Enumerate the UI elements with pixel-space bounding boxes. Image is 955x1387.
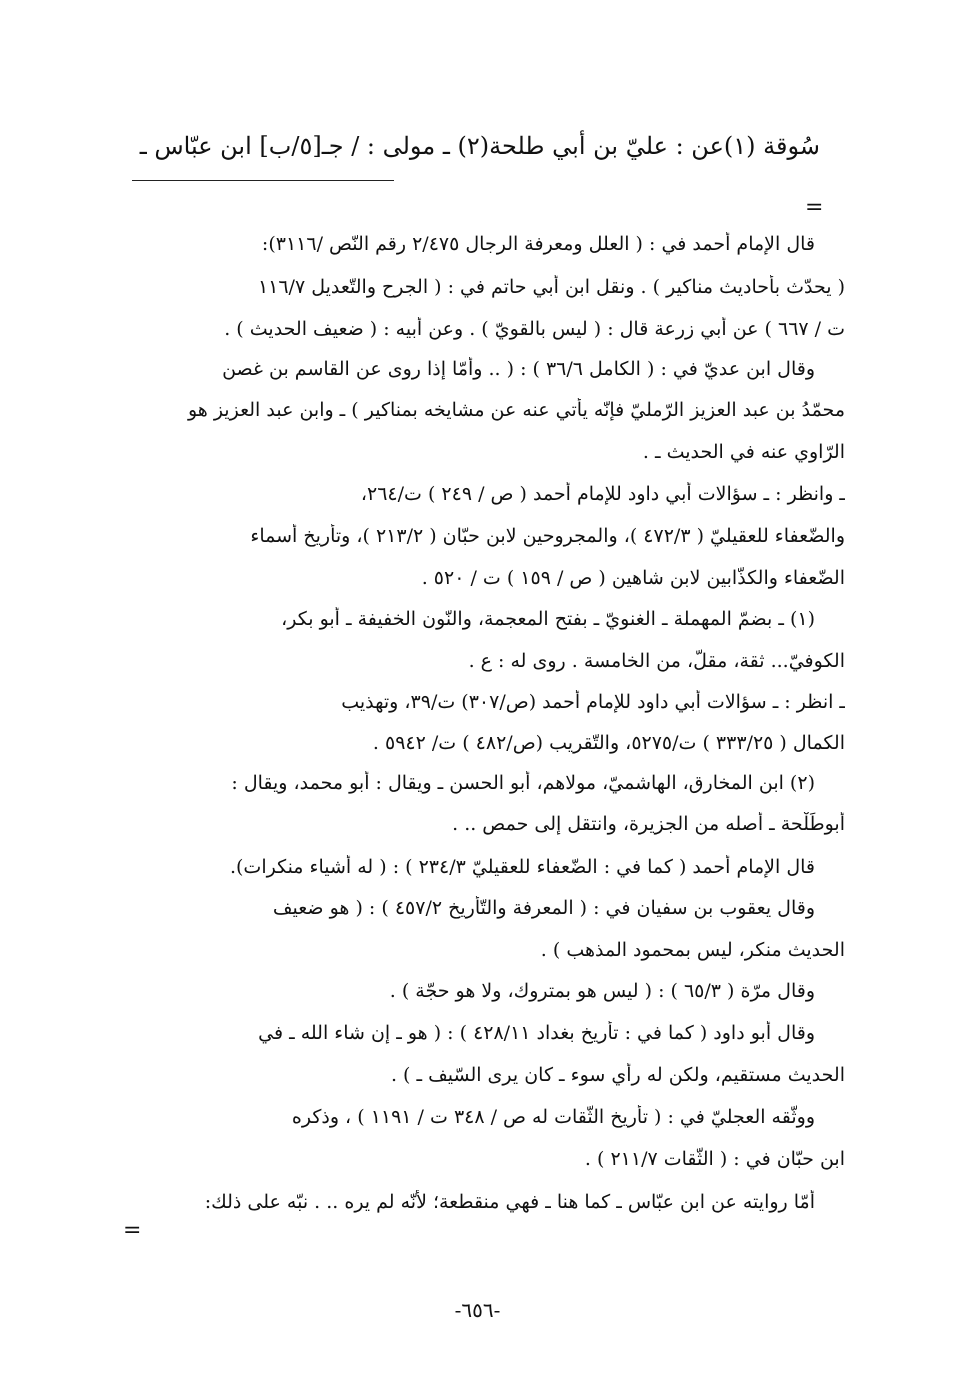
footnote-line: أمّا روايته عن ابن عبّاس ـ كما هنا ـ فهي منقطعة؛ لأنّه لم يره .. . نبّه على ذلك: [204,1191,815,1213]
footnote-line: وقال أبو داود ( كما في : تأريخ بغداد ٤٢٨/١١ ) : ( هو ـ إن شاء الله ـ في [258,1022,815,1044]
footnote-separator [132,180,394,181]
page-number: -٦٥٦- [454,1298,501,1322]
footnote-line: ـ وانظر : ـ سؤالات أبي داود للإمام أحمد ( ص / ٢٤٩ ) ت/٢٦٤، [360,483,845,505]
footnote-line: ووثّقه العجليّ في : ( تأريخ الثّقات له ص / ٣٤٨ ت / ١١٩١ ) ، وذكره [291,1106,815,1128]
footnote-line: الضّعفاء والكذّابين لابن شاهين ( ص / ١٥٩ ) ت / ٥٢٠ . [421,567,845,589]
footnote-line: وقال يعقوب بن سفيان في : ( المعرفة والتّأريخ ٤٥٧/٢ ) : ( هو ضعيف [272,897,815,919]
footnote-line: ( يحدّث بأحاديث مناكير ) . ونقل ابن أبي حاتم في : ( الجرح والتّعديل ١١٦/٧ [257,276,845,298]
footnote-line: ابن حبّان في : ( الثّقات ٢١١/٧ ) . [584,1148,845,1170]
footnote-line: أبوطَلْحة ـ أصله من الجزيرة، وانتقل إلى حمص .. . [452,813,845,835]
footnote-line: الحديث مستقيم، ولكن له رأي سوء ـ كان يرى السّيف ـ ) . [390,1064,845,1086]
footnote-line: وقال مرّة ( ٦٥/٣ ) : ( ليس هو بمتروك، ولا هو حجّة ) . [389,980,815,1002]
footnote-line: الرّاوي عنه في الحديث ـ . [642,441,845,463]
footnote-line: (١) ـ بضمّ المهملة ـ الغنويّ ـ بفتح المعجمة، والنّون الخفيفة ـ أبو بكر، [281,608,815,630]
footnote-line: قال الإمام أحمد في : ( العلل ومعرفة الرجال ٢/٤٧٥ رقم النّص /٣١١٦): [261,233,815,255]
footnote-line: وقال ابن عديّ في : ( الكامل ٣٦/٦ ) : ( .. وأمّا إذا روى عن القاسم بن غصن [222,358,815,380]
footnote-line: ـ انظر : ـ سؤالات أبي داود للإمام أحمد (ص/٣٠٧) ت/٣٩، وتهذيب [341,691,845,713]
continuation-mark: = [123,1218,142,1243]
footnote-line: (٢) ابن المخارق، الهاشميّ، مولاهم، أبو الحسن ـ ويقال : أبو محمد، ويقال : [231,772,815,794]
continuation-mark: = [805,195,824,220]
footnote-line: الحديث منكر، ليس بمحمود المذهب ) . [540,939,845,961]
footnote-line: ت / ٦٦٧ ) عن أبي زرعة قال : ( ليس بالقويّ ) . وعن أبيه : ( ضعيف الحديث ) . [224,318,845,340]
footnote-line: محمّدُ بن عبد العزيز الرّمليّ فإنّه يأتي عنه عن مشايخه بمناكير ) ـ وابن عبد العزيز هو [187,399,845,421]
footnote-line: قال الإمام أحمد ( كما في : الضّعفاء للعقيليّ ٢٣٤/٣ ) : ( له أشياء منكرات). [229,856,815,878]
main-text-line: سُوقة (١)عن : عليّ بن أبي طلحة(٢) ـ مولى : / جـ[٥/ب] ابن عبّاس ـ [139,132,820,160]
footnote-line: الكمال ( ٣٣٣/٢٥ ) ت/٥٢٧٥، والتّقريب (ص/٤٨٢ ) ت/ ٥٩٤٢ . [372,732,845,754]
footnote-line: والضّعفاء للعقيليّ ( ٤٧٢/٣ )، والمجروحين لابن حبّان ( ٢١٣/٢ )، وتأريخ أسماء [250,525,845,547]
footnote-line: الكوفيّ... ثقة، مقلّ، من الخامسة . روى له : ع . [468,650,845,672]
